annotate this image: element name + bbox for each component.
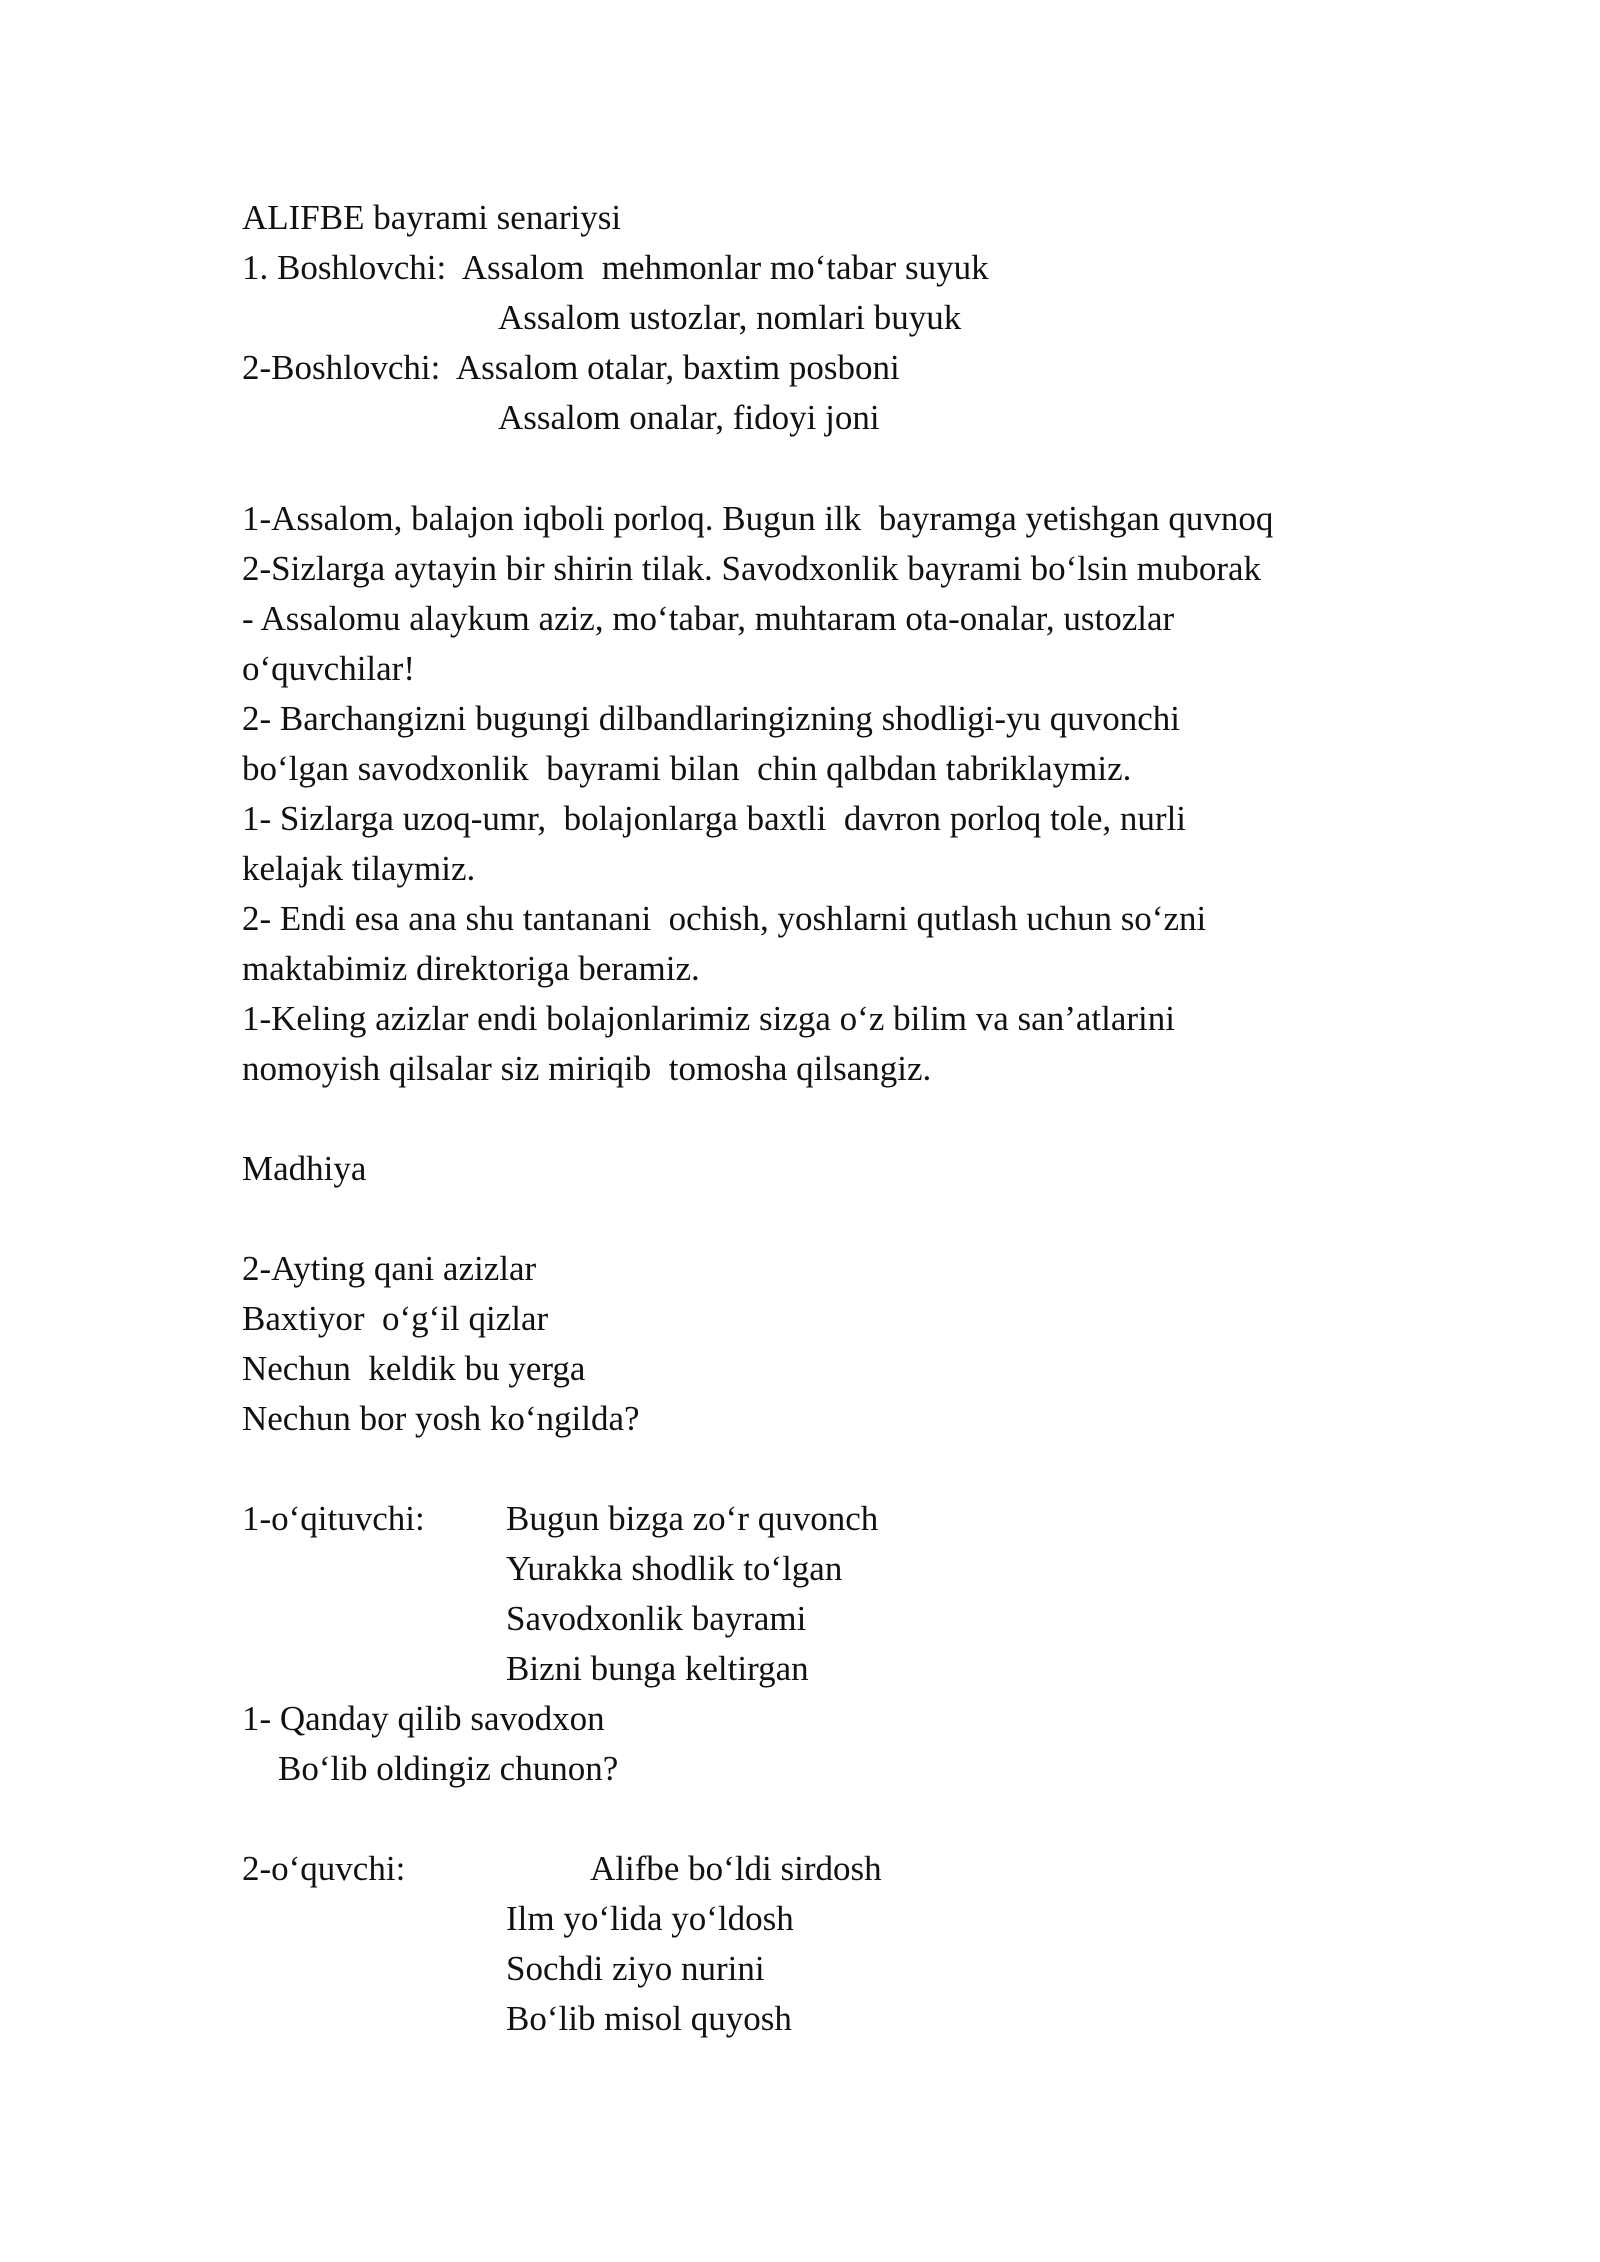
- question-line-2: Bo‘lib oldingiz chunon?: [278, 1749, 619, 1788]
- paragraph-line: - Assalomu alaykum aziz, mo‘tabar, muhtaram ota-onalar, ustozlar: [242, 599, 1175, 638]
- paragraph-line: bo‘lgan savodxonlik bayrami bilan chin qalbdan tabriklaymiz.: [242, 749, 1132, 788]
- paragraph-line: 2- Barchangizni bugungi dilbandlaringizning shodligi-yu quvonchi: [242, 699, 1181, 738]
- boshlovchi-1-line-1: 1. Boshlovchi: Assalom mehmonlar mo‘tabar suyuk: [242, 248, 989, 287]
- paragraph-line: 2- Endi esa ana shu tantanani ochish, yoshlarni qutlash uchun so‘zni: [242, 899, 1207, 938]
- madhiya-heading: Madhiya: [242, 1149, 367, 1188]
- paragraph-line: nomoyish qilsalar siz miriqib tomosha qilsangiz.: [242, 1049, 932, 1088]
- document-title: ALIFBE bayrami senariysi: [242, 198, 622, 237]
- teacher-verse-line: Bizni bunga keltirgan: [506, 1649, 809, 1688]
- teacher-verse-line: Savodxonlik bayrami: [506, 1599, 807, 1638]
- verse-line: Nechun bor yosh ko‘ngilda?: [242, 1399, 640, 1438]
- paragraph-line: 1-Keling azizlar endi bolajonlarimiz sizga o‘z bilim va san’atlarini: [242, 999, 1175, 1038]
- paragraph-line: o‘quvchilar!: [242, 649, 415, 688]
- student-verse-line: Alifbe bo‘ldi sirdosh: [590, 1849, 882, 1888]
- teacher-verse-line: Yurakka shodlik to‘lgan: [506, 1549, 843, 1588]
- boshlovchi-2-line-2: Assalom onalar, fidoyi joni: [498, 398, 880, 437]
- boshlovchi-2-line-1: 2-Boshlovchi: Assalom otalar, baxtim posboni: [242, 348, 900, 387]
- student-label: 2-o‘quvchi:: [242, 1849, 406, 1888]
- paragraph-line: 1- Sizlarga uzoq-umr, bolajonlarga baxtli davron porloq tole, nurli: [242, 799, 1187, 838]
- paragraph-line: 1-Assalom, balajon iqboli porloq. Bugun ilk bayramga yetishgan quvnoq: [242, 499, 1274, 538]
- student-verse-line: Ilm yo‘lida yo‘ldosh: [506, 1899, 794, 1938]
- verse-line: Nechun keldik bu yerga: [242, 1349, 586, 1388]
- teacher-verse-line: Bugun bizga zo‘r quvonch: [506, 1499, 879, 1538]
- student-verse-line: Bo‘lib misol quyosh: [506, 1999, 792, 2038]
- boshlovchi-1-line-2: Assalom ustozlar, nomlari buyuk: [498, 298, 962, 337]
- student-verse-line: Sochdi ziyo nurini: [506, 1949, 765, 1988]
- verse-line: Baxtiyor o‘g‘il qizlar: [242, 1299, 549, 1338]
- question-line-1: 1- Qanday qilib savodxon: [242, 1699, 605, 1738]
- paragraph-line: maktabimiz direktoriga beramiz.: [242, 949, 700, 988]
- verse-line: 2-Ayting qani azizlar: [242, 1249, 537, 1288]
- teacher-label: 1-o‘qituvchi:: [242, 1499, 425, 1538]
- paragraph-line: kelajak tilaymiz.: [242, 849, 476, 888]
- paragraph-line: 2-Sizlarga aytayin bir shirin tilak. Savodxonlik bayrami bo‘lsin muborak: [242, 549, 1262, 588]
